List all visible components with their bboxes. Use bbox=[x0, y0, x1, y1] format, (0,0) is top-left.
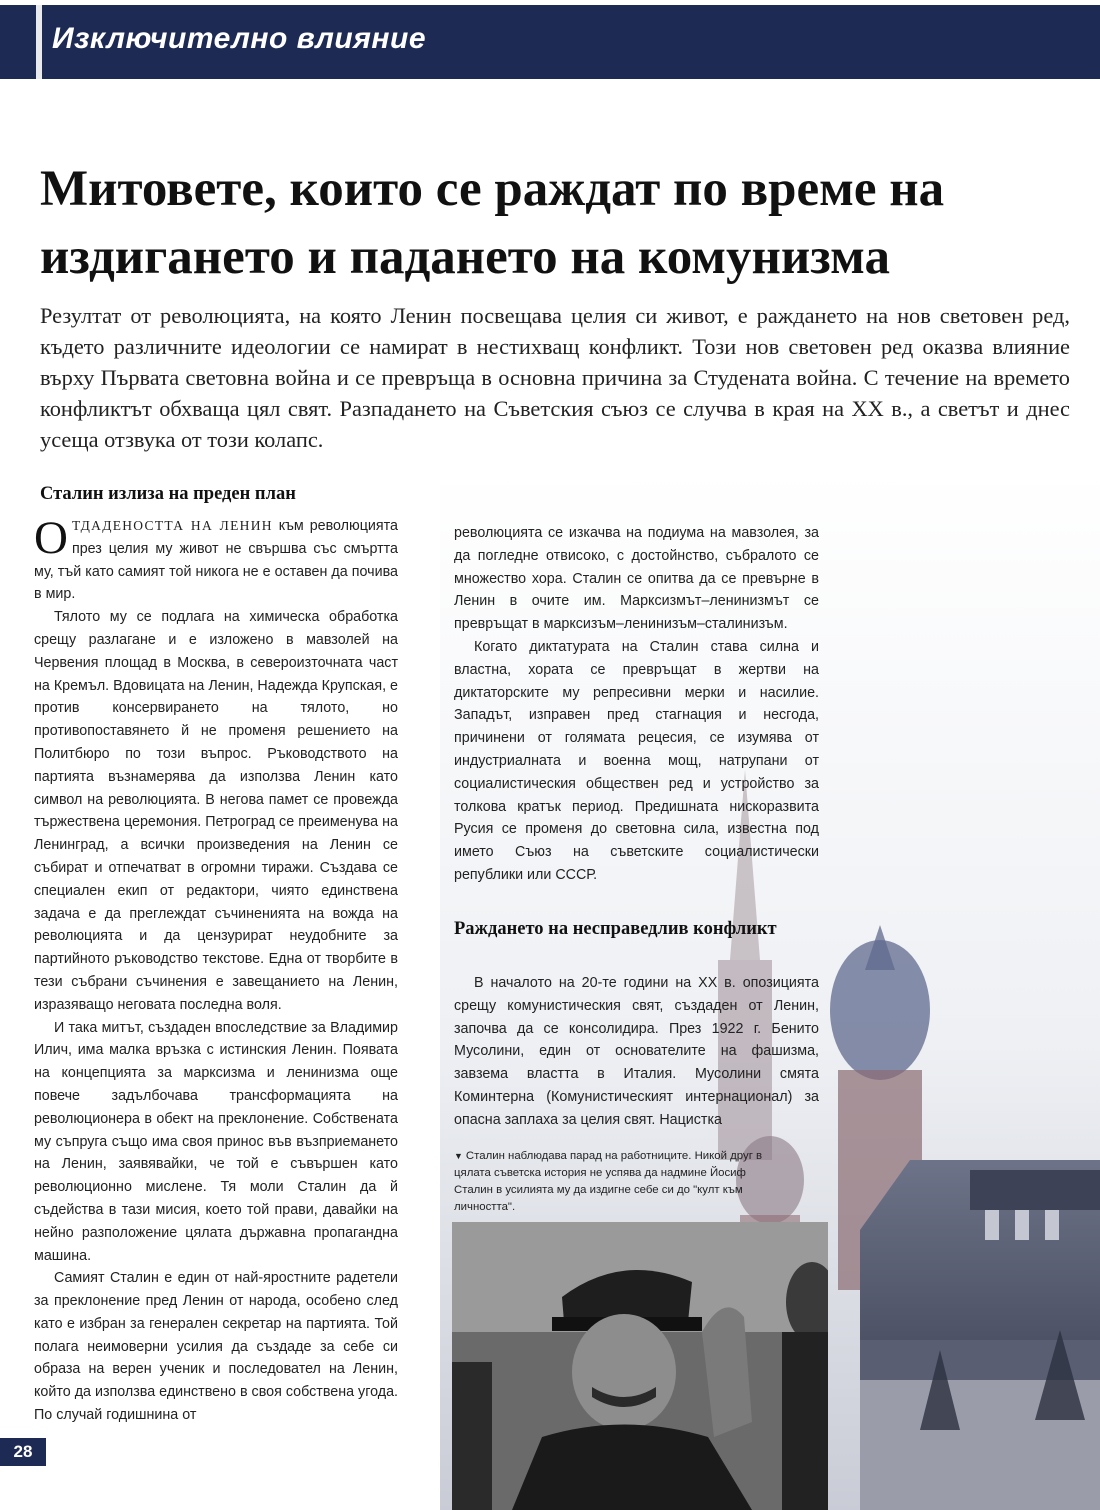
lead-in-smallcaps: ТДАДЕНОСТТА НА ЛЕНИН bbox=[71, 518, 273, 533]
paragraph-1-text: към революцията през целия му живот не свършва със смъртта му, тъй като самият той никога не е оставен да почива в мир. bbox=[34, 518, 398, 603]
section1-heading: Сталин излиза на преден план bbox=[40, 484, 296, 504]
section-title: Изключително влияние bbox=[52, 22, 427, 55]
page-number: 28 bbox=[0, 1438, 46, 1466]
section2-heading: Раждането на несправедлив конфликт bbox=[454, 919, 777, 939]
column-right bbox=[454, 522, 819, 887]
article-lede: Резултат от революцията, на която Ленин посвещава целия си живот, е раждането на нов световен ред, където различните идеологии се намират в нестихващ конфликт. Този нов световен ред оказва влияние върху Първата световна война и се превръща в основна причина за Студената война. С течение на времето конфликтът обхваща цял свят. Разпадането на Съветския съюз се случва в края на XX в., а светът и днес усеща отзвука от този колапс. bbox=[40, 303, 1070, 452]
column-left bbox=[34, 512, 398, 1427]
column-right-paragraph-3: В началото на 20-те години на XX в. опозицията срещу комунистическия свят, създаден от Ленин, започва да се консолидира. През 1922 г. Бенито Мусолини, един от основателите на фашизма, завзема властта в Италия. Мусолини смята Коминтерна (Комунистическият интернационал) за опасна заплаха за целия свят. Нацистка bbox=[454, 975, 819, 1128]
column-right-paragraph-2: Когато диктатурата на Сталин става силна и властна, хората се превръщат в жертви на диктаторските му репресивни мерки и насилие. Западът, изправен пред стагнация и несгода, причинени от голямата рецесия, се изумява от индустриалната и военна мощ, натрупани от социалистическия обществен ред и устройство за толкова кратък период. Предишната нискоразвита Русия се променя до световна сила, известна под името Съюз на съветските социалистически републики или СССР. bbox=[454, 638, 819, 883]
stalin-photo bbox=[452, 1222, 828, 1510]
column-left-paragraph-2: Тялото му се подлага на химическа обработка срещу разлагане и е изложено в мавзолей на Червения площад в Москва, в североизточната част на Кремъл. Вдовицата на Ленин, Надежда Крупская, е против консервирането на тялото, но противопоставянето й не променя решението на Политбюро по този въпрос. Ръководството на партията възнамерява да използва Ленин като символ на революцията. В негова памет се провежда тържествена церемония. Петроград се преименува на Ленинград, а всички произведения на Ленин се събират и отпечатват в огромни тиражи. Създава се специален екип от редактори, чиято единствена задача е да преглеждат съчиненията на вожда на революцията и да цензурират неудобните за партийното ръководство текстове. Една от творбите в тези събрани съчинения е завещанието на Ленин, изразяващо неговата последна воля. bbox=[34, 609, 398, 1013]
column-right-lower bbox=[454, 972, 819, 1132]
caption-text: Сталин наблюдава парад на работниците. Никой друг в цялата съветска история не успява да надмине Йосиф Сталин в усилията му да издигне себе си до "култ към личността". bbox=[454, 1150, 763, 1213]
column-left-paragraph-1 bbox=[34, 512, 398, 606]
column-right-paragraph-1: революцията се изкачва на подиума на мавзолея, за да погледне отвисоко, с достойнство, събралото се множество хора. Сталин се опитва да се превърне в Ленин в очите им. Марксизмът–ленинизмът се превръщат в марксизъм–ленинизъм–сталинизъм. bbox=[454, 525, 819, 633]
article-headline: Митовете, които се раждат по време на издигането и падането на комунизма bbox=[40, 161, 945, 285]
drop-cap: О bbox=[34, 512, 68, 564]
column-left-paragraph-4: Самият Сталин е един от най-яростните радетели за преклонение пред Ленин от народа, особено след като е избран за генерален секретар на партията. Той полага неимоверни усилия да създаде за себе си образа на верен ученик и последовател на Ленин, който да използва единствено в своя собствена угода. По случай годишнина от bbox=[34, 1270, 398, 1424]
caption-triangle-icon: ▼ bbox=[454, 1151, 463, 1161]
column-left-paragraph-3: И така митът, създаден впоследствие за Владимир Илич, има малка връзка с истинския Ленин. Появата на концепцията за марксизма и ленинизма още повече задълбочава трансформацията на революционера в обект на преклонение. Собствената му съпруга също има своя принос във възприемането на Ленин, заявявайки, че той е съвършен като революционно мислене. Тя моли Сталин да й съдейства в тази мисия, което той прави, давайки на нейно разположение цялата държавна пропагандна машина. bbox=[34, 1019, 398, 1264]
photo-caption bbox=[454, 1148, 774, 1216]
header-accent-stripe bbox=[36, 5, 42, 79]
